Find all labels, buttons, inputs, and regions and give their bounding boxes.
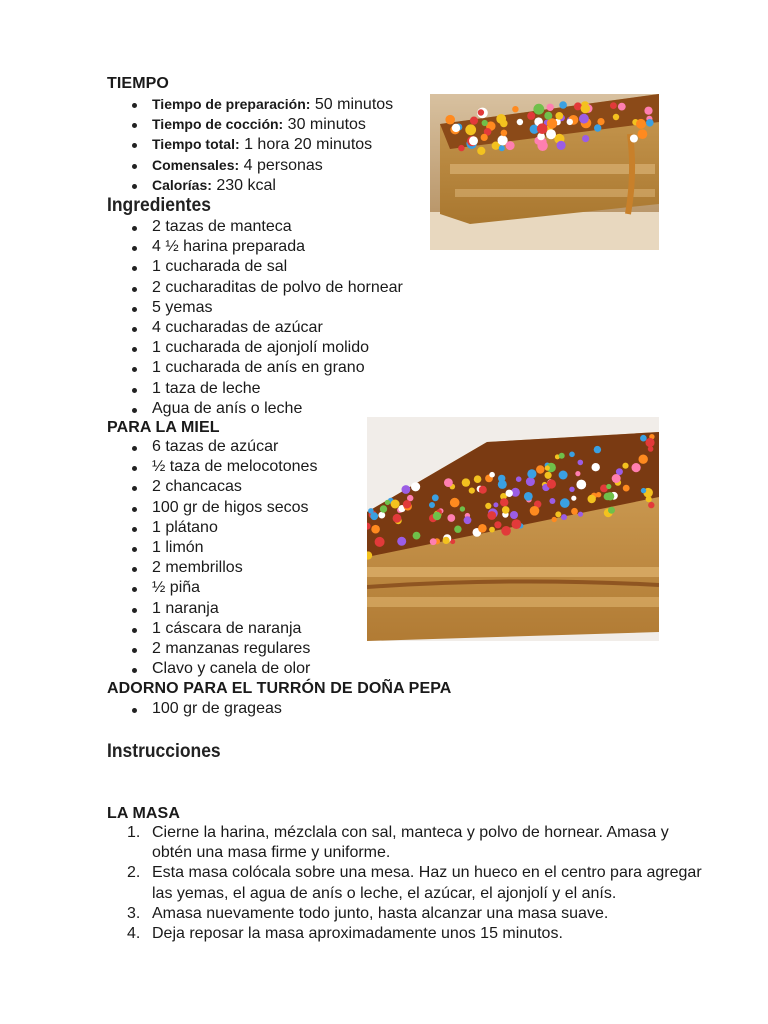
sprinkle [403,500,411,508]
sprinkle [545,472,552,479]
list-item: Comensales: 4 personas [107,155,393,175]
sprinkle [371,525,380,534]
list-item: ½ piña [107,578,317,598]
list-item: 6 tazas de azúcar [107,437,317,457]
sprinkle [512,519,522,529]
sprinkle [636,119,646,129]
sprinkle [547,118,557,128]
list-item: 100 gr de grageas [107,699,282,719]
list-item: 1 cucharada de sal [107,257,403,277]
sprinkle [606,492,614,500]
sprinkle [571,508,578,515]
sprinkle [444,478,453,487]
sprinkle [489,527,495,533]
list-item: 1 cáscara de naranja [107,619,317,639]
sprinkle [623,485,630,492]
sprinkle [510,511,518,519]
sprinkle [533,104,544,115]
sprinkle [380,505,387,512]
sprinkle [478,109,484,115]
turron-photo-bottom [367,417,659,641]
sprinkle [498,480,507,489]
sprinkle [547,479,556,488]
miel-list [107,437,317,679]
sprinkle [527,112,535,120]
sprinkle [482,120,488,126]
sprinkle [646,119,654,127]
sprinkle [597,118,604,125]
sprinkle [433,512,441,520]
sprinkle [506,490,513,497]
sprinkle [527,469,536,478]
sprinkle [567,119,573,125]
sprinkle [581,104,590,113]
sprinkle [378,512,385,519]
list-item: 2 manzanas regulares [107,639,317,659]
sprinkle [641,488,646,493]
sprinkle [391,500,400,509]
sprinkle [578,512,583,517]
list-item: 1 plátano [107,518,317,538]
sprinkle [560,498,570,508]
miel-heading: PARA LA MIEL [107,419,220,436]
sprinkle [500,120,508,128]
sprinkle [411,482,420,491]
sprinkle [559,471,568,480]
list-item: Tiempo total: 1 hora 20 minutos [107,134,393,154]
sprinkle [458,145,464,151]
sprinkle [555,112,563,120]
list-item: 4. Deja reposar la masa aproximadamente unos 15 minutos. [127,925,563,943]
sprinkle [638,129,648,139]
list-item: 100 gr de higos secos [107,498,317,518]
sprinkle [512,106,518,112]
sprinkle [485,503,491,509]
sprinkle [478,524,487,533]
sprinkle [470,117,478,125]
sprinkle [559,101,567,109]
list-item: Clavo y canela de olor [107,659,317,679]
list-item: 4 ½ harina preparada [107,237,403,257]
list-item: Tiempo de preparación: 50 minutos [107,94,393,114]
sprinkle [575,471,580,476]
sprinkle [536,465,544,473]
list-item: 2. Esta masa colócala sobre una mesa. Haz un hueco en el centro para agregar las yemas, el agua de anís o leche, el azúcar, el ajonjolí y el anís. [127,864,702,902]
sprinkle [501,526,511,536]
sprinkle [454,526,461,533]
instrucciones-heading: Instrucciones [107,741,221,762]
list-item: Calorías: 230 kcal [107,175,393,195]
tiempo-heading: TIEMPO [107,75,169,92]
sprinkle [370,512,378,520]
sprinkle [494,521,501,528]
sprinkle [578,460,584,466]
list-item: 1 cucharada de anís en grano [107,358,403,378]
sprinkle [447,514,455,522]
sprinkle [537,141,547,151]
turron-photo-top [430,94,659,250]
sprinkle [639,455,648,464]
sprinkle [646,496,652,502]
sprinkle [545,465,550,470]
adorno-heading: ADORNO PARA EL TURRÓN DE DOÑA PEPA [107,680,452,697]
sprinkle [393,514,402,523]
sprinkle [397,537,406,546]
ingredientes-list [107,217,403,419]
list-item: 1. Cierne la harina, mézclala con sal, manteca y polvo de hornear. Amasa y obtén una masa firme y uniforme. [127,824,669,862]
sprinkle [546,129,556,139]
sprinkle [613,114,619,120]
sprinkle [502,506,510,514]
sprinkle [479,486,487,494]
masa-heading: LA MASA [107,805,180,822]
sprinkle [402,485,411,494]
sprinkle [612,474,621,483]
list-item: 2 tazas de manteca [107,217,403,237]
list-item: 3. Amasa nuevamente todo junto, hasta alcanzar una masa suave. [127,904,609,922]
list-item: 1 limón [107,538,317,558]
sprinkle [592,463,600,471]
sprinkle [594,124,601,131]
sprinkle [443,537,450,544]
masa-steps [107,823,712,944]
cake-image [430,94,659,250]
sprinkle [588,495,596,503]
sprinkle [477,147,485,155]
sprinkle [544,112,552,120]
sprinkle [569,487,574,492]
list-item: 2 cucharaditas de polvo de hornear [107,278,403,298]
tiempo-list [107,94,393,195]
sprinkle [596,492,601,497]
sprinkle [469,488,475,494]
sprinkle [530,506,540,516]
sprinkle [429,502,435,508]
sprinkle [413,532,421,540]
sprinkle [608,507,615,514]
sprinkle [493,502,498,507]
sprinkle [579,114,589,124]
sprinkle [501,130,508,137]
sprinkle [549,498,555,504]
sprinkle [450,498,460,508]
list-item: 4 cucharadas de azúcar [107,318,403,338]
list-item: 1 taza de leche [107,379,403,399]
sprinkle [630,135,638,143]
sprinkle [469,136,478,145]
sprinkle [547,104,554,111]
sprinkle [462,478,470,486]
sprinkle [460,506,465,511]
list-item: 5 yemas [107,298,403,318]
sprinkle [622,463,628,469]
ingredientes-heading: Ingredientes [107,195,211,216]
sprinkle [561,514,567,520]
adorno-list [107,699,282,719]
sprinkle [571,496,576,501]
sprinkle [430,538,437,545]
list-item: 1 cucharada de ajonjolí molido [107,338,403,358]
sprinkle [648,446,654,452]
sprinkle [576,480,586,490]
sprinkle [506,141,515,150]
sprinkle [640,435,647,442]
sprinkle [452,124,460,132]
sprinkle [557,141,566,150]
sprinkle [464,516,472,524]
sprinkle [610,102,617,109]
sprinkle [648,502,654,508]
sprinkle [555,511,561,517]
list-item: 1 naranja [107,599,317,619]
cake-image [367,417,659,641]
sprinkle [644,107,652,115]
list-item: Tiempo de cocción: 30 minutos [107,114,393,134]
list-item: 2 membrillos [107,558,317,578]
sprinkle [517,119,523,125]
sprinkle [594,446,601,453]
sprinkle [487,511,496,520]
sprinkle [500,498,508,506]
sprinkle [645,438,654,447]
sprinkle [552,517,557,522]
sprinkle [445,115,455,125]
sprinkle [618,103,626,111]
list-item: Agua de anís o leche [107,399,403,419]
sprinkle [375,537,385,547]
sprinkle [474,475,482,483]
sprinkle [385,500,390,505]
sprinkle [432,494,439,501]
sprinkle [465,124,476,135]
sprinkle [559,453,565,459]
list-item: ½ taza de melocotones [107,457,317,477]
sprinkle [582,135,589,142]
sprinkle [499,145,505,151]
list-item: 2 chancacas [107,477,317,497]
sprinkle [632,463,641,472]
sprinkle [524,492,533,501]
sprinkle [606,484,611,489]
sprinkle [481,134,488,141]
sprinkle [526,477,535,486]
sprinkle [516,476,522,482]
sprinkle [489,472,495,478]
sprinkle [537,123,548,134]
sprinkle [569,452,575,458]
